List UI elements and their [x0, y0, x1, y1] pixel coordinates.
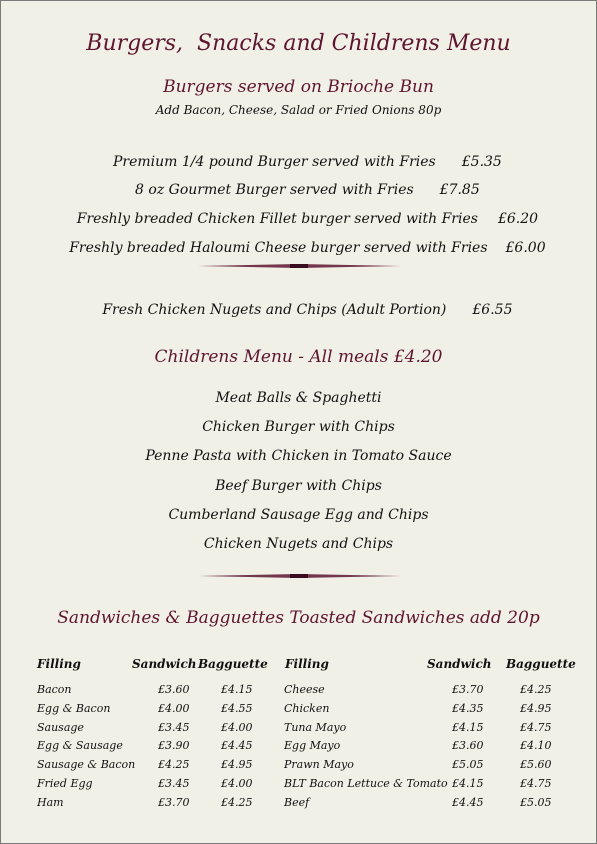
table-cell-baguette-price: £5.60 [520, 758, 552, 772]
table-cell-sandwich-price: £3.60 [452, 739, 484, 753]
left-baguette-column [221, 683, 253, 815]
table-cell-sandwich-price: £3.45 [158, 720, 190, 734]
table-cell-sandwich-price: £4.00 [158, 701, 190, 715]
ornamental-divider-icon [198, 263, 401, 269]
burger-item-price: £5.35 [461, 154, 502, 170]
table-cell-filling: Sausage [37, 720, 84, 734]
table-cell-filling: Bacon [37, 683, 72, 696]
childrens-menu-list [1, 387, 596, 562]
burger-item-price: £7.85 [439, 182, 480, 198]
childrens-menu-item: Penne Pasta with Chicken in Tomato Sauce [145, 448, 452, 465]
table-cell-sandwich-price: £3.60 [158, 683, 190, 696]
table-cell-filling: Egg Mayo [284, 739, 341, 753]
table-cell-baguette-price: £4.75 [520, 720, 552, 734]
table-cell-baguette-price: £4.45 [221, 739, 253, 753]
left-sandwich-column [158, 683, 190, 815]
right-baguette-column [520, 683, 552, 815]
table-cell-baguette-price: £5.05 [520, 795, 552, 809]
burger-item-name: Premium 1/4 pound Burger served with Fries [112, 154, 436, 170]
table-cell-sandwich-price: £5.05 [452, 758, 484, 772]
right-filling-column [284, 683, 448, 815]
table-cell-sandwich-price: £4.25 [158, 758, 190, 772]
left-filling-header: Filling [37, 657, 81, 671]
table-cell-filling: Tuna Mayo [284, 720, 347, 734]
childrens-menu-item: Chicken Nugets and Chips [203, 535, 394, 552]
table-cell-filling: Prawn Mayo [284, 758, 354, 772]
table-cell-baguette-price: £4.55 [221, 701, 253, 715]
table-cell-baguette-price: £4.00 [221, 776, 253, 790]
table-cell-filling: Cheese [284, 683, 325, 696]
table-cell-baguette-price: £4.75 [520, 776, 552, 790]
table-cell-filling: BLT Bacon Lettuce & Tomato [284, 776, 448, 790]
table-cell-filling: Fried Egg [37, 776, 93, 790]
table-cell-baguette-price: £4.95 [520, 701, 552, 715]
burgers-addons-note: Add Bacon, Cheese, Salad or Fried Onions 80p [155, 103, 442, 117]
table-cell-sandwich-price: £4.35 [452, 701, 484, 715]
nuggets-item [1, 286, 596, 334]
burger-item-price: £6.00 [505, 240, 546, 256]
table-cell-baguette-price: £4.10 [520, 739, 552, 753]
burger-item-name: 8 oz Gourmet Burger served with Fries [135, 182, 414, 198]
childrens-menu-item: Cumberland Sausage Egg and Chips [168, 506, 429, 523]
table-cell-sandwich-price: £4.15 [452, 776, 484, 790]
table-cell-baguette-price: £4.25 [221, 795, 253, 809]
childrens-menu-item: Chicken Burger with Chips [202, 419, 395, 436]
table-cell-sandwich-price: £4.15 [452, 720, 484, 734]
right-baguette-header: Bagguette [506, 657, 576, 671]
childrens-heading: Childrens Menu - All meals £4.20 [154, 347, 443, 367]
burger-item-name: Freshly breaded Chicken Fillet burger served with Fries [76, 211, 478, 227]
table-cell-baguette-price: £4.25 [520, 683, 552, 696]
right-sandwich-column [452, 683, 484, 815]
sandwiches-heading: Sandwiches & Bagguettes Toasted Sandwiches add 20p [57, 608, 540, 628]
table-cell-baguette-price: £4.15 [221, 683, 253, 696]
table-cell-sandwich-price: £4.45 [452, 795, 484, 809]
burger-item-name: Freshly breaded Haloumi Cheese burger served with Fries [69, 240, 488, 256]
table-cell-filling: Egg & Bacon [37, 701, 111, 715]
table-cell-sandwich-price: £3.45 [158, 776, 190, 790]
table-cell-filling: Egg & Sausage [37, 739, 123, 753]
left-filling-column [37, 683, 135, 815]
ornamental-divider-icon [198, 573, 401, 579]
table-cell-filling: Sausage & Bacon [37, 758, 136, 772]
table-cell-sandwich-price: £3.70 [452, 683, 484, 696]
table-cell-filling: Ham [37, 795, 64, 809]
nuggets-item-price: £6.55 [472, 302, 513, 318]
left-baguette-header: Bagguette [198, 657, 268, 671]
table-cell-filling: Chicken [284, 701, 330, 715]
nuggets-item-name: Fresh Chicken Nugets and Chips (Adult Portion) [102, 302, 447, 318]
table-cell-baguette-price: £4.00 [221, 720, 253, 734]
table-cell-baguette-price: £4.95 [221, 758, 253, 772]
burger-item-price: £6.20 [497, 211, 539, 227]
right-sandwich-header: Sandwich [427, 657, 492, 671]
childrens-menu-item: Beef Burger with Chips [215, 477, 382, 494]
left-sandwich-header: Sandwich [132, 657, 197, 671]
table-cell-sandwich-price: £3.90 [158, 739, 190, 753]
burgers-heading: Burgers served on Brioche Bun [163, 77, 434, 97]
right-filling-header: Filling [285, 657, 329, 671]
table-cell-sandwich-price: £3.70 [158, 795, 190, 809]
table-cell-filling: Beef [284, 795, 310, 809]
childrens-menu-item: Meat Balls & Spaghetti [215, 390, 382, 406]
menu-title: Burgers, Snacks and Childrens Menu [86, 31, 511, 56]
